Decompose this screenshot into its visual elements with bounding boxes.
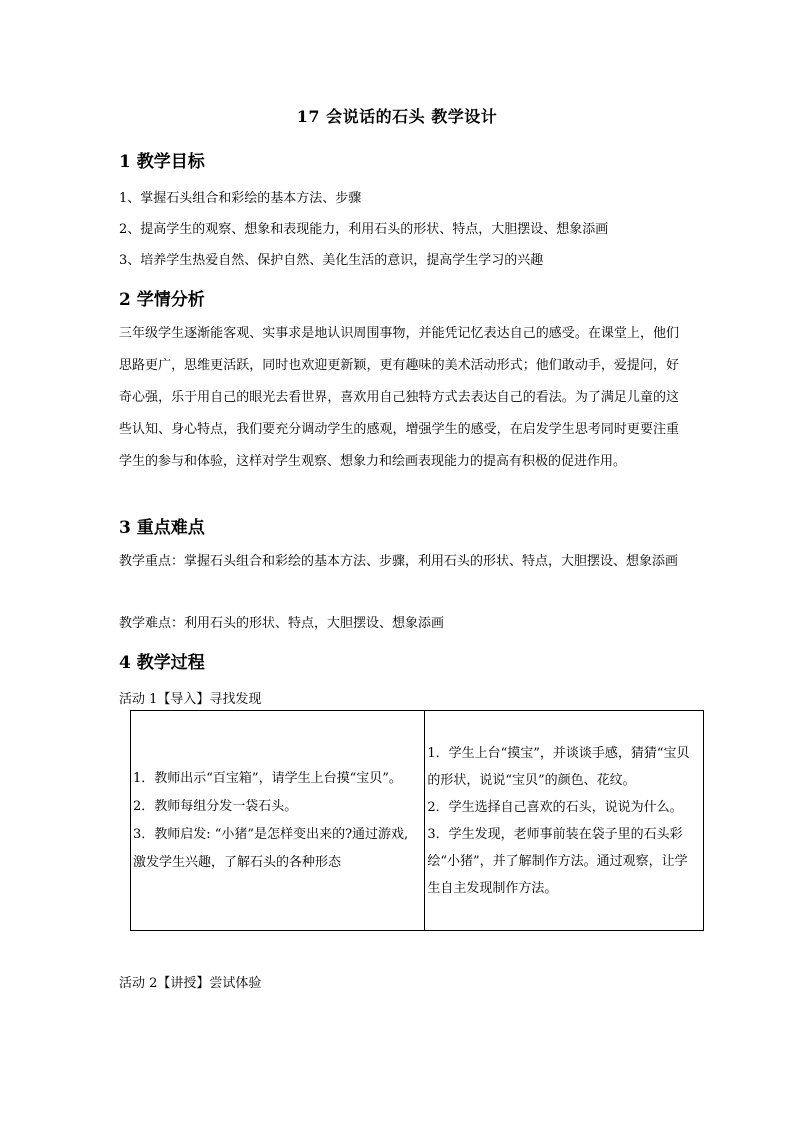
- teacher-activity-cell: [131, 711, 425, 931]
- student-analysis-paragraph: 三年级学生逐渐能客观、实事求是地认识周围事物，并能凭记忆表达自己的感受。在课堂上，他们思路更广，思维更活跃，同时也欢迎更新颖，更有趣味的美术活动形式；他们敢动手，爱提问，好奇心强，乐于用自己的眼光去看世界，喜欢用自己独特方式去表达自己的看法。为了满足儿童的这些认知、身心特点，我们要充分调动学生的感观，增强学生的感受，在启发学生思考同时更要注重学生的参与和体验，这样对学生观察、想象力和绘画表现能力的提高有积极的促进作用。: [119, 326, 679, 469]
- document-title: 17 会说话的石头 教学设计: [296, 107, 498, 126]
- activity-1-label: 活动 1【导入】寻找发现: [119, 692, 262, 707]
- table-row: [131, 711, 704, 931]
- student-step: 3．学生发现，老师事前装在袋子里的石头彩绘“小猪”，并了解制作方法。通过观察，让学生自主发现制作方法。: [427, 826, 688, 896]
- student-activity-cell: [425, 711, 704, 931]
- student-step: 2．学生选择自己喜欢的石头，说说为什么。: [427, 799, 683, 815]
- objective-item: 2、提高学生的观察、想象和表现能力，利用石头的形状、特点，大胆摆设、想象添画: [119, 222, 609, 237]
- teacher-step: 3．教师启发: “小猪”是怎样变出来的?通过游戏,激发学生兴趣，了解石头的各种形态: [133, 826, 409, 870]
- key-point-text: 教学重点：掌握石头组合和彩绘的基本方法、步骤，利用石头的形状、特点，大胆摆设、想象添画: [119, 554, 679, 569]
- objective-item: 1、掌握石头组合和彩绘的基本方法、步骤: [119, 191, 362, 206]
- heading-teaching-process: 4 教学过程: [119, 653, 205, 673]
- heading-student-analysis: 2 学情分析: [119, 290, 205, 310]
- heading-key-difficult-points: 3 重点难点: [119, 518, 205, 538]
- activity-2-label: 活动 2【讲授】尝试体验: [119, 976, 262, 991]
- teacher-step: 2．教师每组分发一袋石头。: [133, 798, 298, 814]
- activity-1-table: [130, 710, 704, 931]
- objective-item: 3、培养学生热爱自然、保护自然、美化生活的意识，提高学生学习的兴趣: [119, 253, 544, 268]
- heading-objectives: 1 教学目标: [119, 152, 205, 172]
- teacher-step: 1．教师出示“百宝箱”，请学生上台摸“宝贝”。: [133, 770, 402, 786]
- student-step: 1．学生上台“摸宝”，并谈谈手感，猜猜“宝贝的形状，说说“宝贝”的颜色、花纹。: [427, 745, 690, 788]
- difficulty-text: 教学难点：利用石头的形状、特点，大胆摆设、想象添画: [119, 616, 445, 631]
